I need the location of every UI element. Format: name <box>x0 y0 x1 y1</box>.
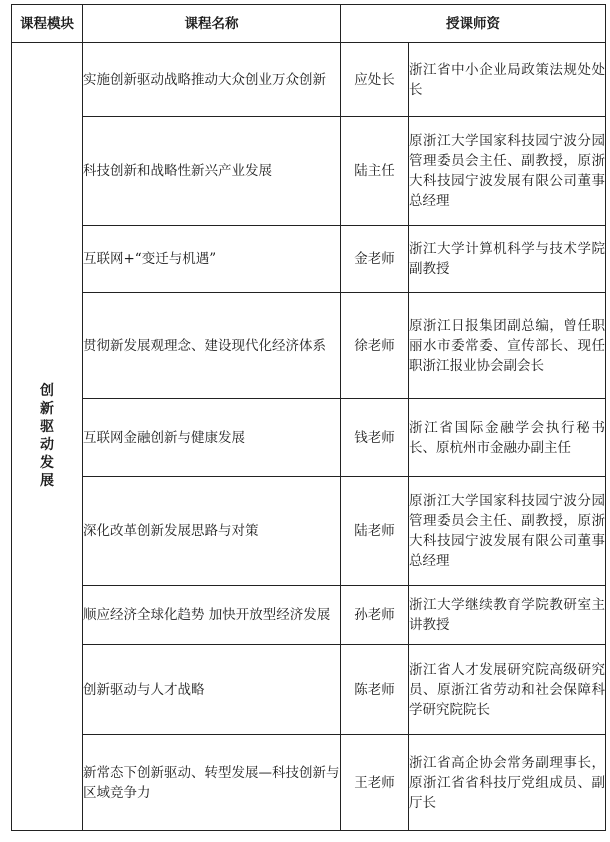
teacher-name: 陈老师 <box>341 645 409 735</box>
table-row <box>12 43 606 117</box>
header-row <box>12 5 606 43</box>
teacher-bio: 浙江省中小企业局政策法规处处长 <box>409 43 606 117</box>
teacher-bio: 原浙江日报集团副总编，曾任职丽水市委常委、宣传部长、现任职浙江报业协会副会长 <box>409 293 606 399</box>
teacher-bio: 浙江省高企协会常务副理事长，原浙江省省科技厅党组成员、副厅长 <box>409 735 606 831</box>
table-row <box>12 477 606 586</box>
teacher-bio: 原浙江大学国家科技园宁波分园管理委员会主任、副教授，原浙大科技园宁波发展有限公司董事总经理 <box>409 477 606 586</box>
table-row <box>12 586 606 645</box>
teacher-name: 陆主任 <box>341 117 409 226</box>
course-name: 创新驱动与人才战略 <box>83 645 341 735</box>
table-row <box>12 293 606 399</box>
teacher-name: 孙老师 <box>341 586 409 645</box>
course-name: 科技创新和战略性新兴产业发展 <box>83 117 341 226</box>
course-name: 互联网金融创新与健康发展 <box>83 399 341 477</box>
teacher-bio: 浙江省人才发展研究院高级研究员、原浙江省劳动和社会保障科学研究院院长 <box>409 645 606 735</box>
table-row <box>12 645 606 735</box>
teacher-name: 应处长 <box>341 43 409 117</box>
teacher-name: 王老师 <box>341 735 409 831</box>
module-cell <box>12 43 83 831</box>
table-row <box>12 117 606 226</box>
teacher-bio: 原浙江大学国家科技园宁波分园管理委员会主任、副教授，原浙大科技园宁波发展有限公司董事总经理 <box>409 117 606 226</box>
course-name: 贯彻新发展观理念、建设现代化经济体系 <box>83 293 341 399</box>
table-row <box>12 735 606 831</box>
course-name: 顺应经济全球化趋势 加快开放型经济发展 <box>83 586 341 645</box>
course-name: 实施创新驱动战略推动大众创业万众创新 <box>83 43 341 117</box>
teacher-name: 陆老师 <box>341 477 409 586</box>
course-name: 互联网+“变迁与机遇” <box>83 226 341 293</box>
table-row <box>12 399 606 477</box>
header-module: 课程模块 <box>12 5 83 43</box>
header-course-name: 课程名称 <box>83 5 341 43</box>
teacher-name: 钱老师 <box>341 399 409 477</box>
teacher-name: 金老师 <box>341 226 409 293</box>
teacher-bio: 浙江大学计算机科学与技术学院副教授 <box>409 226 606 293</box>
module-label: 创新驱动发展 <box>40 383 54 489</box>
teacher-bio: 浙江大学继续教育学院教研室主讲教授 <box>409 586 606 645</box>
header-teacher-bio: 授课师资 <box>341 5 606 43</box>
course-name: 新常态下创新驱动、转型发展—科技创新与区域竞争力 <box>83 735 341 831</box>
teacher-bio: 浙江省国际金融学会执行秘书长、原杭州市金融办副主任 <box>409 399 606 477</box>
course-table <box>11 4 606 831</box>
table-row <box>12 226 606 293</box>
course-name: 深化改革创新发展思路与对策 <box>83 477 341 586</box>
teacher-name: 徐老师 <box>341 293 409 399</box>
